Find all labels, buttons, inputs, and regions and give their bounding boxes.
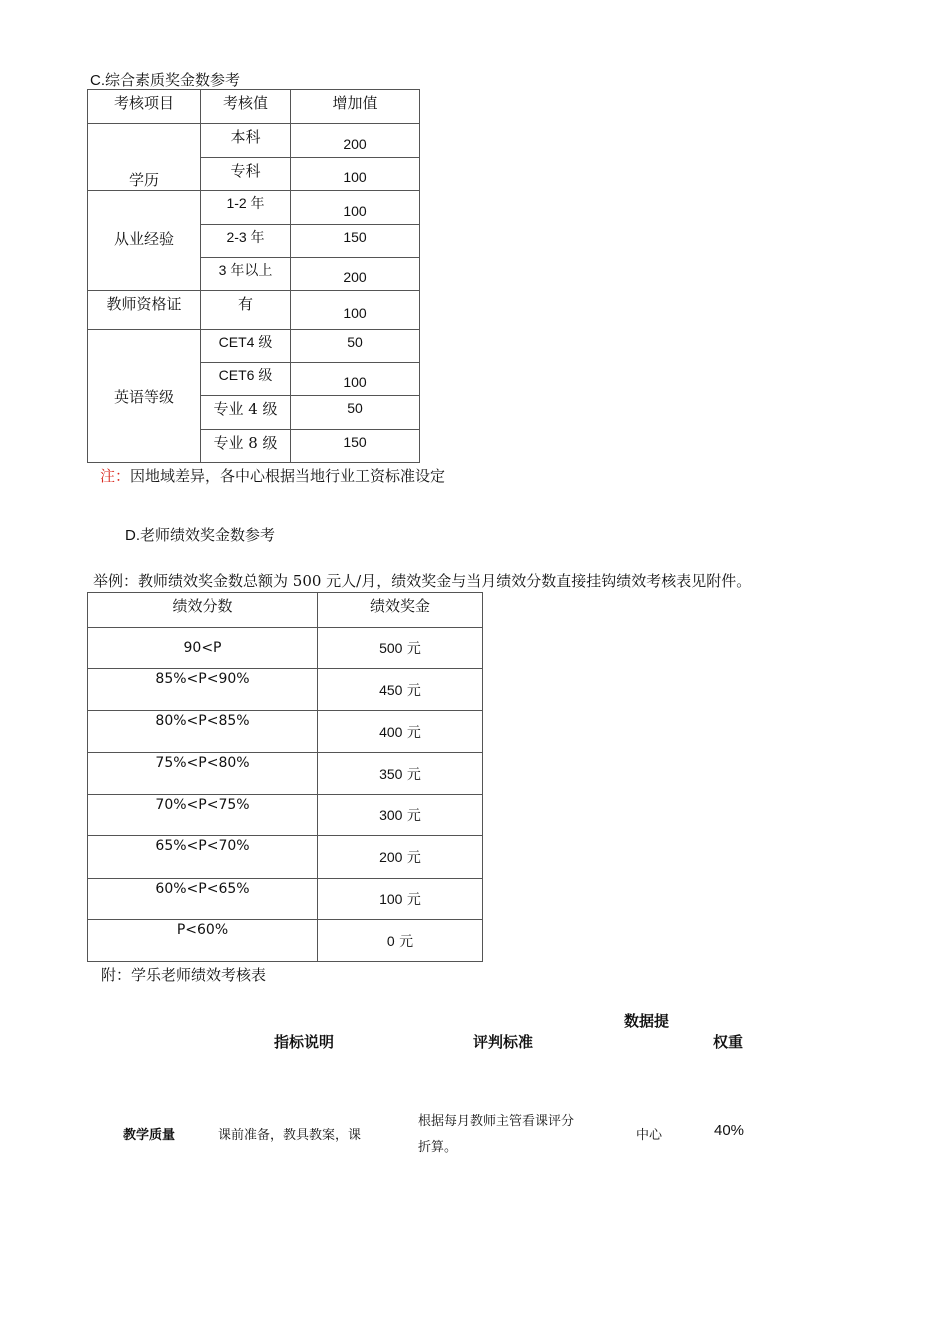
bonus-cell	[318, 836, 483, 879]
value-cell: 本科	[201, 124, 291, 158]
header-data-provider: 数据提	[624, 1013, 670, 1030]
bonus-unit: 元	[394, 933, 414, 950]
bonus-cell	[318, 920, 483, 962]
item-experience: 从业经验	[88, 191, 201, 291]
bonus-cell	[318, 628, 483, 669]
value-cell: 有	[201, 291, 291, 330]
add-cell: 200	[291, 124, 420, 158]
table-row	[88, 191, 420, 225]
row-item: 教学质量	[123, 1127, 176, 1142]
value-cell: 3 年以上	[201, 258, 291, 291]
item-english-level: 英语等级	[88, 330, 201, 463]
bonus-amount: 400	[379, 723, 403, 740]
header-indicator-desc: 指标说明	[274, 1034, 335, 1051]
bonus-cell	[318, 669, 483, 711]
table-header-row	[88, 593, 483, 628]
table-row	[88, 291, 420, 330]
note	[100, 465, 445, 486]
add-cell: 100	[291, 291, 420, 330]
value-cell: 2-3 年	[201, 225, 291, 258]
section-c-title-text: C.综合素质奖金数参考	[90, 72, 241, 89]
row-weight: 40%	[714, 1122, 745, 1139]
section-d-title-text: D.老师绩效奖金数参考	[125, 527, 276, 544]
value-cell: 1-2 年	[201, 191, 291, 225]
table-row	[88, 753, 483, 795]
row-criteria-line2: 折算。	[418, 1140, 458, 1155]
bonus-amount: 500	[379, 640, 403, 656]
score-cell: 80%<P<85%	[88, 711, 318, 753]
score-cell: P<60%	[88, 920, 318, 962]
score-cell: 60%<P<65%	[88, 879, 318, 920]
header-criteria: 评判标准	[473, 1034, 534, 1051]
add-cell: 100	[291, 191, 420, 225]
header-add: 增加值	[291, 90, 420, 124]
table-row	[88, 628, 483, 669]
bonus-unit: 元	[402, 682, 421, 699]
add-cell: 100	[291, 158, 420, 191]
bonus-cell	[318, 753, 483, 795]
table-row	[88, 879, 483, 920]
bonus-cell	[318, 795, 483, 836]
header-bonus: 绩效奖金	[318, 593, 483, 628]
header-value: 考核值	[201, 90, 291, 124]
score-cell: 85%<P<90%	[88, 669, 318, 711]
note-label: 注：	[100, 467, 131, 485]
bonus-amount: 450	[379, 681, 403, 698]
header-weight: 权重	[713, 1034, 744, 1051]
bonus-amount: 350	[379, 765, 403, 782]
bonus-cell	[318, 879, 483, 920]
bonus-unit: 元	[402, 641, 421, 657]
bonus-amount: 200	[379, 849, 403, 865]
row-provider: 中心	[636, 1127, 663, 1142]
value-cell: 专科	[201, 158, 291, 191]
header-item: 考核项目	[88, 90, 201, 124]
table-header-row	[88, 90, 420, 124]
score-cell: 75%<P<80%	[88, 753, 318, 795]
row-desc: 课前准备，教具教案，课	[218, 1127, 362, 1142]
value-cell: CET4 级	[201, 330, 291, 363]
bonus-unit: 元	[402, 724, 421, 741]
add-cell: 150	[291, 225, 420, 258]
item-teacher-certificate: 教师资格证	[88, 291, 201, 330]
value-cell: 专业 8 级	[201, 430, 291, 463]
note-text: 因地域差异，各中心根据当地行业工资标准设定	[130, 467, 446, 485]
bonus-amount: 300	[379, 807, 403, 823]
bonus-unit: 元	[402, 808, 421, 824]
performance-bonus-table	[87, 592, 483, 962]
bonus-cell	[318, 711, 483, 753]
add-cell: 150	[291, 430, 420, 463]
bonus-unit: 元	[402, 850, 421, 866]
appendix-title: 附：学乐老师绩效考核表	[101, 966, 267, 984]
comprehensive-quality-table	[87, 89, 420, 463]
item-education: 学历	[88, 124, 201, 191]
row-criteria-line1: 根据每月教师主管看课评分	[418, 1114, 575, 1129]
score-cell: 70%<P<75%	[88, 795, 318, 836]
table-row	[88, 124, 420, 158]
value-cell: 专业 4 级	[201, 396, 291, 430]
value-cell: CET6 级	[201, 363, 291, 396]
add-cell: 200	[291, 258, 420, 291]
score-cell: 90<P	[88, 628, 318, 669]
score-cell: 65%<P<70%	[88, 836, 318, 879]
table-row	[88, 669, 483, 711]
add-cell: 50	[291, 330, 420, 363]
table-row	[88, 795, 483, 836]
table-row	[88, 920, 483, 962]
add-cell: 50	[291, 396, 420, 430]
table-row	[88, 330, 420, 363]
table-row	[88, 711, 483, 753]
bonus-unit: 元	[402, 892, 421, 908]
table-row	[88, 836, 483, 879]
add-cell: 100	[291, 363, 420, 396]
bonus-amount: 100	[379, 891, 403, 907]
example-text: 举例：教师绩效奖金数总额为 500 元人/月，绩效奖金与当月绩效分数直接挂钩绩效考核表见附件。	[93, 572, 752, 590]
header-score: 绩效分数	[88, 593, 318, 628]
section-d-title	[125, 524, 275, 545]
section-c-title	[90, 69, 240, 90]
bonus-unit: 元	[402, 766, 421, 783]
bonus-amount: 0	[386, 932, 395, 949]
